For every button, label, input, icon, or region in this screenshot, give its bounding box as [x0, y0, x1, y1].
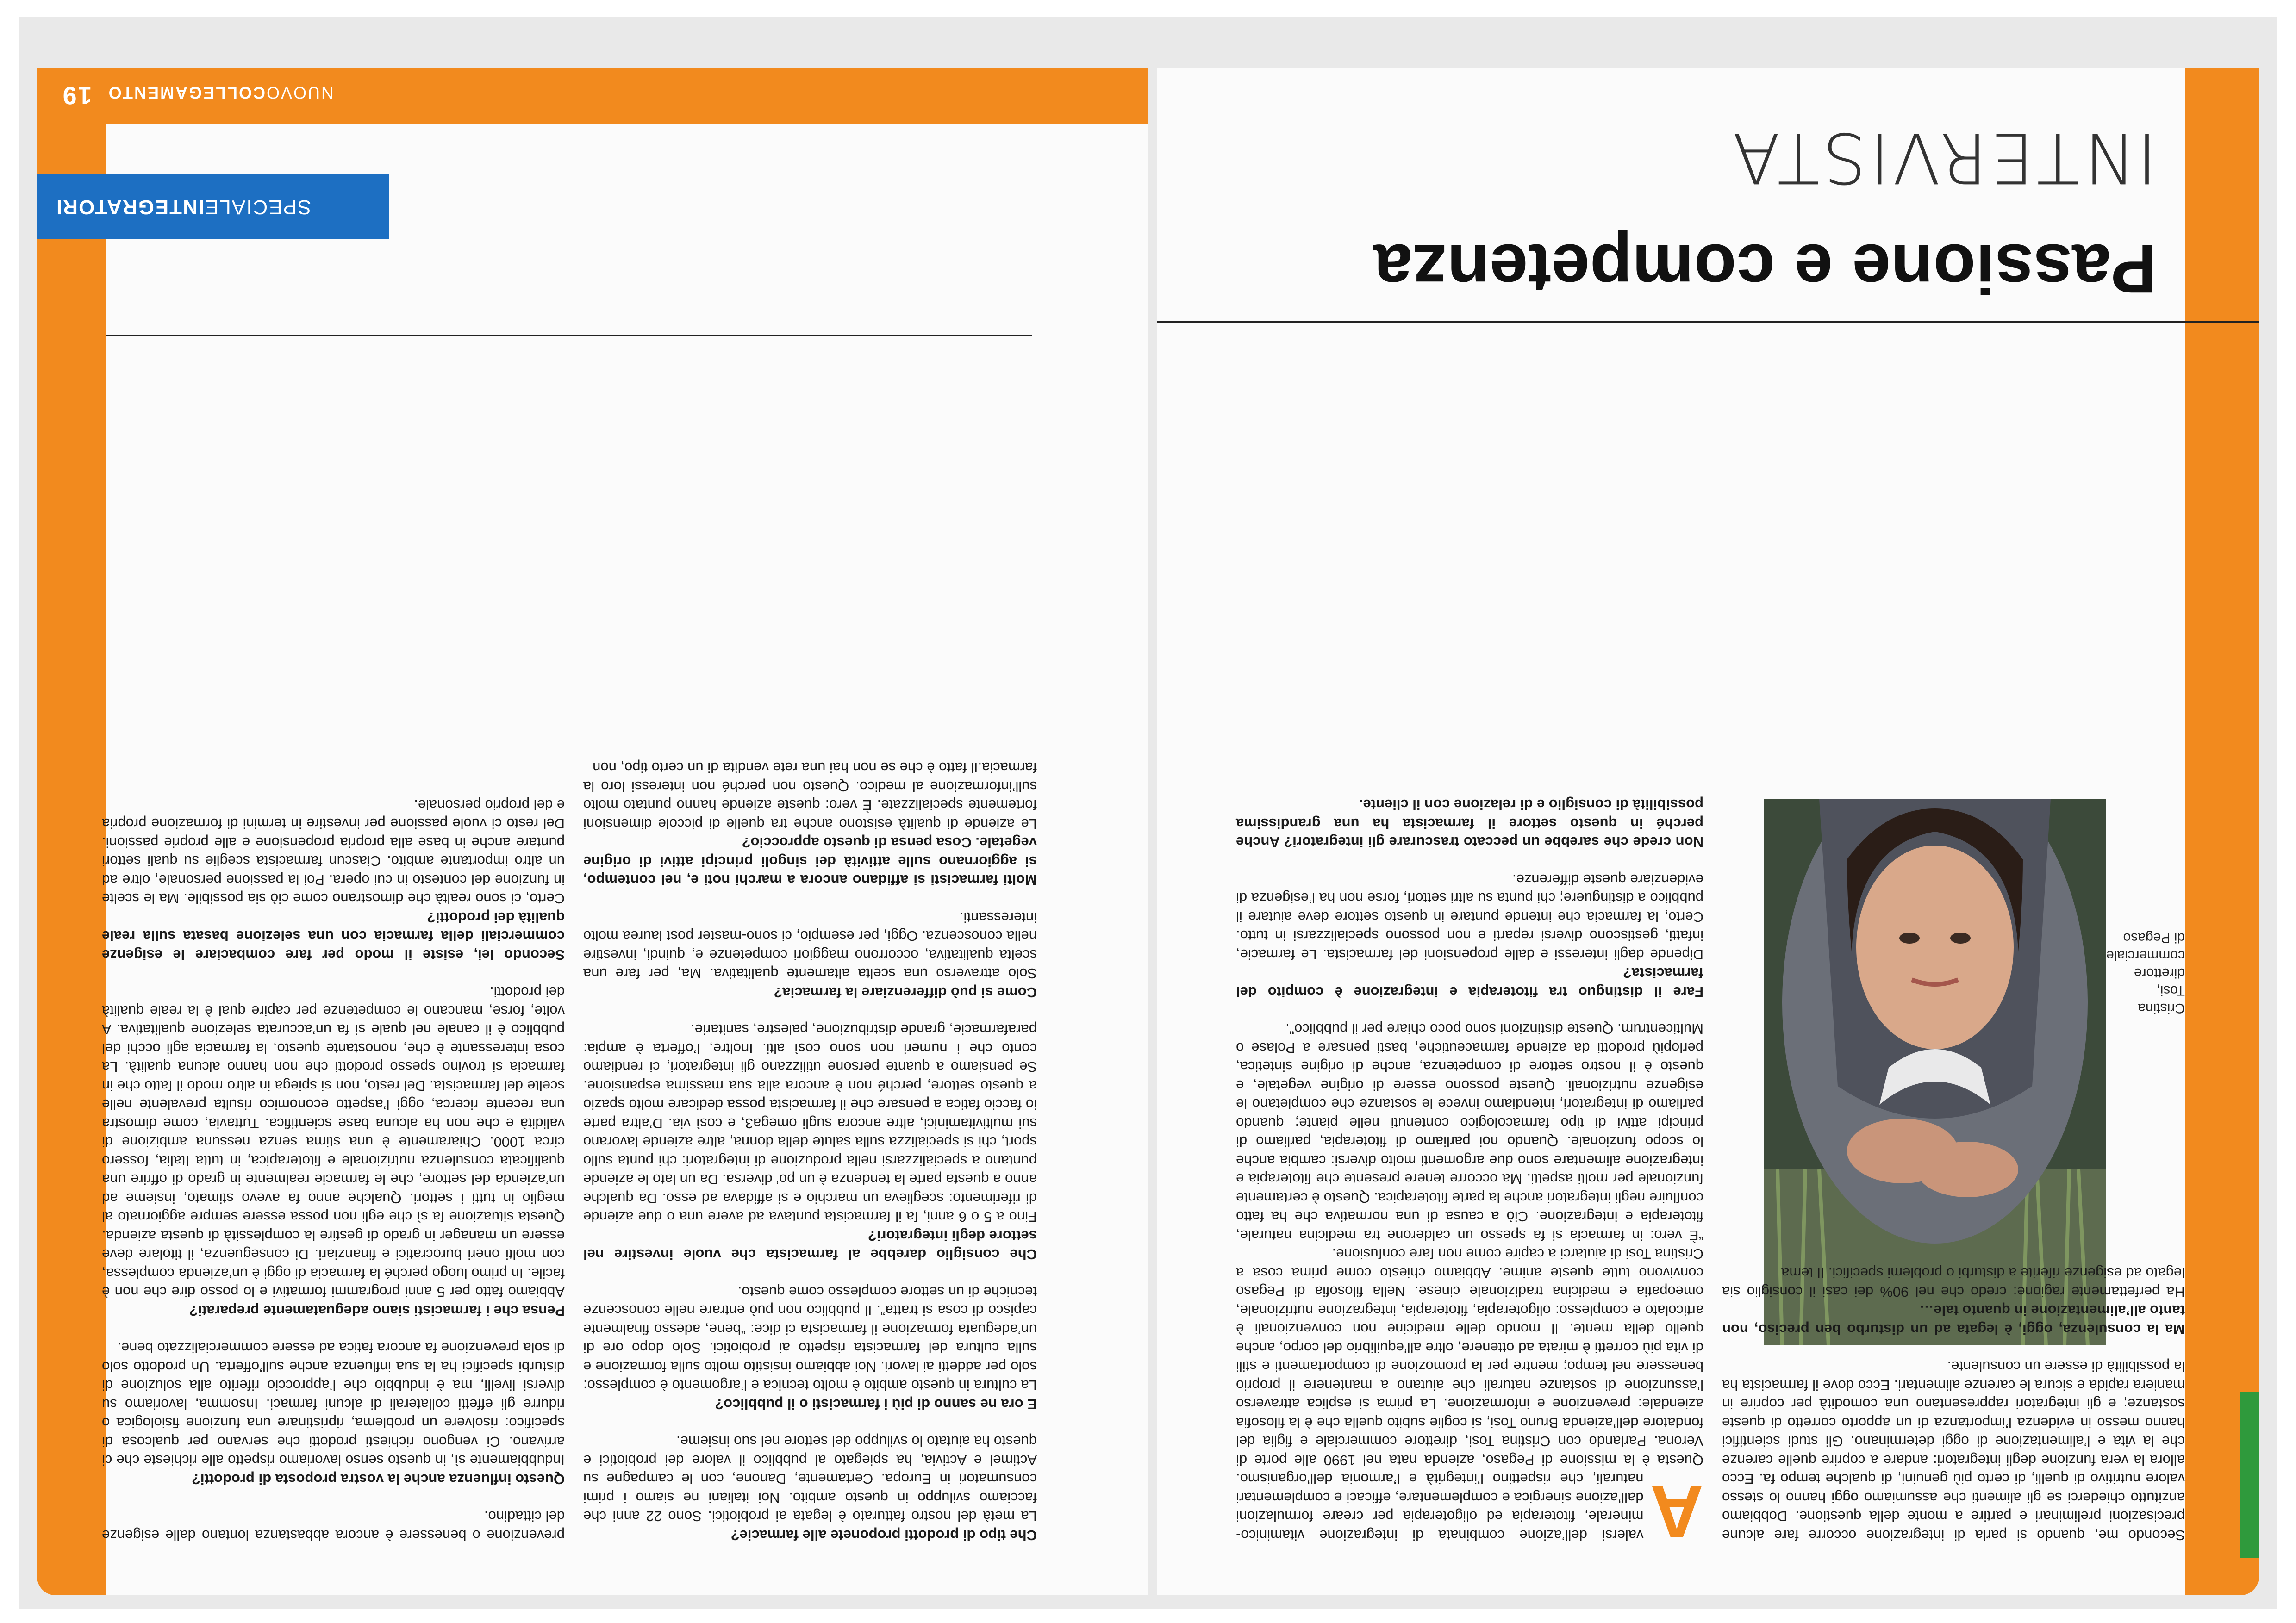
paragraph: Dipende dagli interessi e dalle propensioni del farmacista. Le farmacie, infatti, gestiscono diversi reparti e non possono specializzarsi in tutto. Certo, la farmacia che intende puntare in questo settore deve aiutare il pubblico a distinguere; chi punta su altri settori, forse non ha l’esigenza di evidenziare queste differenze.	[1236, 871, 1703, 963]
article-column-2	[1722, 1082, 2185, 1544]
drop-cap: A	[1650, 1470, 1703, 1553]
paragraph: Le aziende di qualità esistono anche tra quelle di piccole dimensioni fortemente specializzate. È vero: queste aziende hanno puntato molto sull’informazione al medico. Questo non perché non interessi loro la farmacia.Il fatto è che se non hai una rete vendita di un certo tipo, non	[583, 759, 1037, 832]
paragraph: Solo attraverso una scelta altamente qualitativa. Ma, per fare una scelta qualitativa, occorrono maggiori competenze e, quindi, investire nella conoscenza. Oggi, per esempio, ci sono-master post laurea molto interessanti.	[583, 909, 1037, 982]
paragraph: valersi dell’azione combinata di integrazione vitaminico-minerale, fitoterapia ed oligoterapia per creare formulazioni dall’azione sinergica e complementare, efficaci e complementari naturali, che rispettino l’integrità e l’armonia dell’organismo. Questa è la missione di Pegaso, azienda nata nel 1990 alle porte di Verona. Parlando con Cristina Tosi, direttore commerciale e figlia del fondatore dell’azienda Bruno Tosi, si coglie subito quella che è la filosofia aziendale: prevenzione e informazione. La prima si esplica attraverso l’assunzione di sostanze naturali che aiutano a mantenere il proprio benessere nel tempo; mentre per la promozione di comportamenti e stili di vita più corretti è mirata ad ottenere, oltre all’equilibrio del corpo, anche quello della mente. Il mondo delle medicine non convenzionali è articolato e complesso: oligoterapia, fitoterapia, integrazione nutrizionale, omeopatia e medicina tradizionale cinese. Nella filosofia di Pegaso convivono tutte queste anime. Abbiamo chiesto come prima cosa a Cristina Tosi di aiutarci a capire come non fare confusione.	[1236, 1246, 1703, 1543]
right-page	[37, 68, 1148, 1595]
question: Pensa che i farmacisti siano adeguatamente preparati?	[189, 1303, 565, 1319]
question: Ma la consulenza, oggi, è legata ad un disturbo ben preciso, non tanto all’alimentazione in quanto tale…	[1722, 1302, 2185, 1337]
title-rule	[1157, 321, 2259, 323]
orange-margin-strip	[37, 68, 106, 1595]
article-title: Passione e competenza	[1373, 230, 2157, 308]
paragraph: prevenzione o benessere è ancora abbastanza lontano dalle esigenze del cittadino.	[102, 1508, 565, 1543]
article-column-3	[102, 350, 565, 1544]
left-page	[1157, 68, 2259, 1595]
paragraph: Certo, ci sono realtà che dimostrano come ciò sia possibile. Ma le scelte in funzione del contesto in cui opera. Poi la passione personale, oltre ad un altro importante ambito. Ciascun farmacista sceglie su quali settori puntare anche in base alla propria propensione e alle proprie passioni. Del resto ci vuole passione per investire in termini di formazione propria e del proprio personale.	[102, 797, 565, 907]
paragraph: Fino a 5 o 6 anni, fa il farmacista puntava ad avere una o due aziende di riferimento: sceglieva un marchio e si affidava ad esso. Da qualche anno a questa parte la tendenza è un po’ diversa. Da un lato le aziende puntano a specializzarsi nella produzione di integratori: chi punta sullo sport, chi si specializza sulla salute della donna, altre aziende lavorano sui multivitaminici, altre ancora sugli omega3, e così via. D’altra parte io faccio fatica a pensare che il farmacista possa dedicare molto spazio a questo settore, perché non è ancora alla sua massima espansione. Se pensiamo a quante persone utilizzano gli integratori, ci rendiamo conto che i numeri non sono così alti. Inoltre, l’offerta è ampia: parafarmacie, grande distribuzione, palestre, sanitarie.	[583, 1021, 1037, 1225]
paragraph: Indubbiamente sì, in questo senso lavoriamo rispetto alle richieste che ci arrivano. Ci vengono richiesti prodotti che servano per qualcosa di specifico: risolvere un problema, ripristinare una funzione fisiologica o ridurre gli effetti collaterali di alcuni farmaci. Insomma, lavoriamo su diversi livelli, ma è indubbio che l’approccio riferito alla soluzione di disturbi specifici ha la sua influenza anche sull’offerta. Un prodotto solo di sola prevenzione fa ancora fatica ad essere commercializzato bene.	[102, 1340, 565, 1469]
section-tag-bold: INTEGRATORI	[56, 196, 205, 218]
paragraph: Ha perfettamente ragione: credo che nel 90% dei casi il consiglio sia legato ad esigenze riferite a disturbi o problemi specifici. Il tema	[1722, 1265, 2185, 1300]
article-column-4	[583, 350, 1037, 1544]
column-top-rule	[106, 335, 1032, 336]
folio-bold: COLLEGAMENTO	[107, 83, 265, 102]
question: Che tipo di prodotti proponete alle farmacie?	[730, 1527, 1037, 1543]
orange-margin-strip	[2185, 68, 2259, 1595]
question: Secondo lei, esiste il modo per fare combaciare le esigenze commerciali della farmacia con una selezione basata sulla reale qualità dei prodotti?	[102, 909, 565, 963]
question: Molti farmacisti si affidano ancora a marchi noti e, nel contempo, si aggiornano sulle attività dei singoli principi attivi di origine vegetale. Cosa pensa di questo approccio?	[583, 834, 1037, 889]
question: Fare il distinguo tra fitoterapia e integrazione è compito del farmacista?	[1236, 965, 1703, 1000]
question: Che consiglio darebbe al farmacista che vuole investire nel settore degli integratori?	[583, 1228, 1037, 1263]
question: Questo influenza anche la vostra proposta di prodotti?	[191, 1471, 565, 1487]
paragraph: “È vero: in farmacia si fa spesso un calderone tra medicina naturale, fitoterapia e integrazione. Ciò a causa di una normativa che ha fatto confluire negli integratori anche la parte fitoterapica. Questo è certamente funzionale per molti aspetti. Ma occorre tenere presente che fitoterapia e integrazione alimentare sono due argomenti molto diversi: cambia anche lo scopo funzionale. Quando noi parliamo di fitoterapia, parliamo di principi attivi di tipo farmacologico contenuti nelle piante; quando parliamo di integratori, intendiamo invece le sostanze che completano le esigenze nutrizionali. Queste possono essere di origine vegetale, e questo è il nostro settore di competenza, anche di origine sintetica, perlopiù prodotti da aziende farmaceutiche, basti pensare a Polase o Multicentrum. Queste distinzioni sono poco chiare per il pubblico”.	[1236, 1021, 1703, 1244]
green-page-edge	[2240, 1392, 2259, 1558]
article-kicker: INTERVISTA	[1729, 117, 2157, 198]
section-tag	[37, 174, 389, 239]
section-tag-light: SPECIALE	[204, 196, 312, 218]
question: Non crede che sarebbe un peccato trascurare gli integratori? Anche perché in questo settore il farmacista ha una grandissima possibilità di consiglio e di relazione con il cliente.	[1236, 796, 1703, 851]
page-number: 19	[61, 81, 92, 109]
paragraph: Abbiamo fatto per 5 anni programmi formativi e lo posso dire che non è facile. In primo luogo perché la farmacia di oggi è un’azienda complessa, con molti oneri burocratici e finanziari. Di conseguenza, il titolare deve essere un manager in grado di gestire la complessità di questa azienda. Questa situazione fa sì che egli non possa essere sempre aggiornato al meglio in tutti i settori. Qualche anno fa avevo stimato, insieme ad un’azienda del settore, che le farmacie realmente in grado di offrire una qualificata consulenza nutrizionale e fitoterapica, in tutta Italia, fossero circa 1000. Chiaramente è una stima senza nessuna ambizione di validità e che non ha alcuna base scientifica. Tuttavia, come dimostra una recente ricerca, oggi l’aspetto economico risulta prevalente nelle scelte del farmacista. Del resto, non si spiega in altro modo il fatto che in farmacia si trovino spesso prodotti che non hanno alcuna qualità. La cosa interessante è che, nonostante questo, la farmacia agli occhi del pubblico è il canale nel quale si fa un’accurata selezione qualitativa. A volte, forse, mancano le competenze per capire qual è la reale qualità dei prodotti.	[102, 984, 565, 1300]
paragraph: Secondo me, quando si parla di integrazione occorre fare alcune precisazioni preliminari e partire a monte della questione. Dobbiamo anzitutto chiederci se gli alimenti che assumiamo oggi hanno lo stesso valore nutritivo di quelli, di certo più genuini, di qualche tempo fa. Ecco allora la vera funzione degli integratori: andare a coprire quelle carenze che la vita e l’alimentazione di oggi determinano. Gli studi scientifici hanno messo in evidenza l’importanza di un apporto corretto di queste sostanze; e gli integratori rappresentano una comodità per coprire in maniera rapida e sicura le carenze alimentari. Ecco dove il farmacista ha la possibilità di essere un consulente.	[1722, 1358, 2185, 1543]
page-folio	[62, 81, 333, 110]
article-column-1	[1236, 341, 1703, 1553]
paragraph: La metà del nostro fatturato è legata ai probiotici. Sono 22 anni che facciamo sviluppo in questo ambito. Noi italiani ne siamo i primi consumatori in Europa. Certamente, Danone, con le campagne su Actimel e Activia, ha spiegato al pubblico il valore dei probiotici e questo ha aiutato lo sviluppo del settore nel suo insieme.	[583, 1433, 1037, 1525]
photo-caption: Cristina Tosi, direttore commerciale di Pegaso	[2106, 930, 2185, 1016]
question: Come si può differenziare la farmacia?	[774, 984, 1037, 1001]
spread-background	[19, 17, 2277, 1609]
question: E ora ne sanno di più i farmacisti o il pubblico?	[715, 1396, 1037, 1412]
paragraph: La cultura in questo ambito è molto tecnica e l’argomento è complesso: solo per addetti ai lavori. Noi abbiamo insistito molto sulla formazione e sulla cultura del farmacista rispetto ai probiotici. Solo dopo ore di un’adeguata formazione il farmacista ci dice: “bene, adesso finalmente capisco di cosa si tratta”. Il pubblico non può entrare nelle conoscenze tecniche di un settore complesso come questo.	[583, 1284, 1037, 1394]
folio-light: NUOVO	[265, 83, 333, 102]
